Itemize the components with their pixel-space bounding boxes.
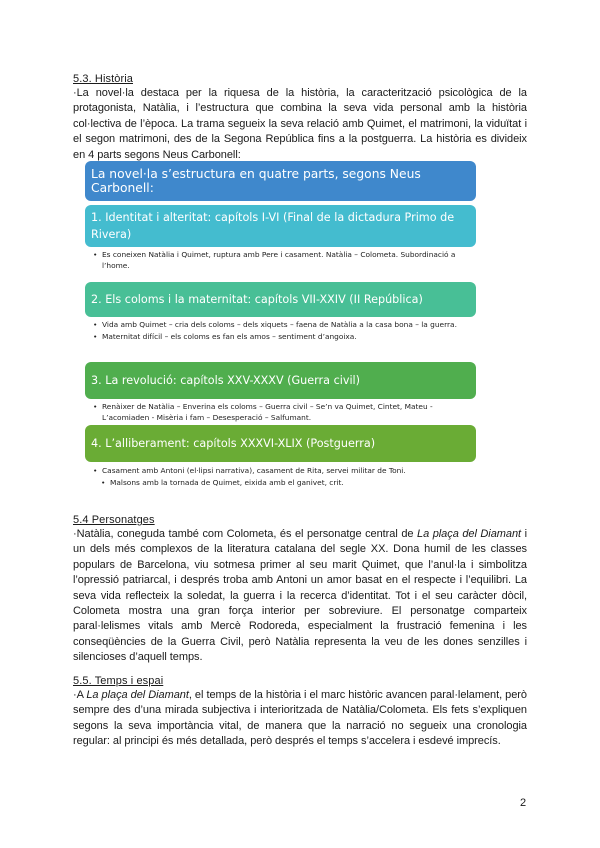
diagram-part-3 [85, 362, 476, 399]
list-item: • Maternitat difícil – els coloms es fan els amos – sentiment d’angoixa. [93, 332, 357, 341]
list-item: • Malsons amb la tornada de Quimet, eixida amb el ganivet, crit. [101, 478, 344, 487]
part-4-bullets [93, 465, 473, 489]
diagram-title-box [85, 161, 476, 201]
paragraph-historia: ·La novel·la destaca per la riquesa de la història, la caracterització psicològica de la protagonista, Natàlia, i l’estructura que combina la seva vida personal amb la història col·lectiva de l’època. La trama segueix la seva relació amb Quimet, el matrimoni, la viduïtat i el segon matrimoni, des de la Segona República fins a la postguerra. La història es divideix en 4 parts segons Neus Carbonell: [73, 87, 527, 161]
bullet-icon: • [101, 478, 106, 487]
paragraph-temps: ·A La plaça del Diamant, el temps de la història i el marc històric avancen paral·lelament, però sempre des d’una mirada subjectiva i interioritzada de Natàlia/Colometa. Els fets s’expliquen segons la seva importància vital, de manera que la narració no segueix una cronologia regular: al principi és més detallada, però després el temps s’accelera i esdevé imprecís. [73, 689, 527, 748]
page-number: 2 [520, 797, 527, 809]
bullet-icon: • [93, 332, 98, 341]
book-title: La plaça del Diamant [86, 689, 189, 701]
bullet-icon: • [93, 402, 98, 411]
section-heading-personatges: 5.4 Personatges [73, 514, 155, 526]
list-item: • Es coneixen Natàlia i Quimet, ruptura amb Pere i casament. Natàlia – Colometa. Subordinació a l’home. [93, 250, 456, 270]
part-2-label: 2. Els coloms i la maternitat: capítols VII-XXIV (II República) [91, 293, 423, 306]
part-4-label: 4. L’alliberament: capítols XXXVI-XLIX (Postguerra) [91, 437, 376, 450]
section-heading-historia: 5.3. Història [73, 73, 133, 85]
part-1-label: 1. Identitat i alteritat: capítols I-VI (Final de la dictadura Primo de Rivera) [91, 211, 455, 241]
part-3-label: 3. La revolució: capítols XXV-XXXV (Guerra civil) [91, 374, 361, 387]
book-title: La plaça del Diamant [417, 528, 522, 540]
diagram-part-4 [85, 425, 476, 462]
part-1-bullets [93, 249, 473, 272]
list-item: • Renàixer de Natàlia – Enverina els coloms – Guerra civil – Se’n va Quimet, Cintet, Mateu - L’acomiaden - Misèria i fam – Desesperació – Salfumant. [93, 402, 433, 422]
bullet-icon: • [93, 466, 98, 475]
list-item: • Casament amb Antoni (el·lipsi narrativa), casament de Rita, servei militar de Toni. [93, 466, 406, 475]
list-item: • Vida amb Quimet – cria dels coloms – dels xiquets – faena de Natàlia a la casa bona – la guerra. [93, 320, 457, 329]
paragraph-personatges: ·Natàlia, coneguda també com Colometa, és el personatge central de La plaça del Diamant i un dels més complexos de la literatura catalana del segle XX. Dona humil de les classes populars de Barcelona, viu sotmesa primer al seu marit Quimet, que l’anul·la i simbolitza l’opressió patriarcal, i després troba amb Antoni un amor basat en el respecte i l’equilibri. La seva vida reflecteix la soledat, la guerra i la recerca d’identitat. Tot i el seu caràcter dòcil, Colometa mostra una gran força interior per sobreviure. El personatge comparteix paral·lelismes vitals amb Mercè Rodoreda, especialment la frustració femenina i les conseqüències de la Guerra Civil, però Natàlia representa la veu de les dones senzilles i silencioses d’aquell temps. [73, 528, 527, 664]
section-heading-temps: 5.5. Temps i espai [73, 675, 164, 687]
diagram-part-1 [85, 205, 476, 247]
part-2-bullets [93, 319, 473, 343]
diagram-title: La novel·la s’estructura en quatre parts, segons Neus Carbonell: [91, 167, 421, 195]
part-3-bullets [93, 401, 473, 424]
bullet-icon: • [93, 320, 98, 329]
bullet-icon: • [93, 250, 98, 259]
diagram-part-2 [85, 282, 476, 317]
